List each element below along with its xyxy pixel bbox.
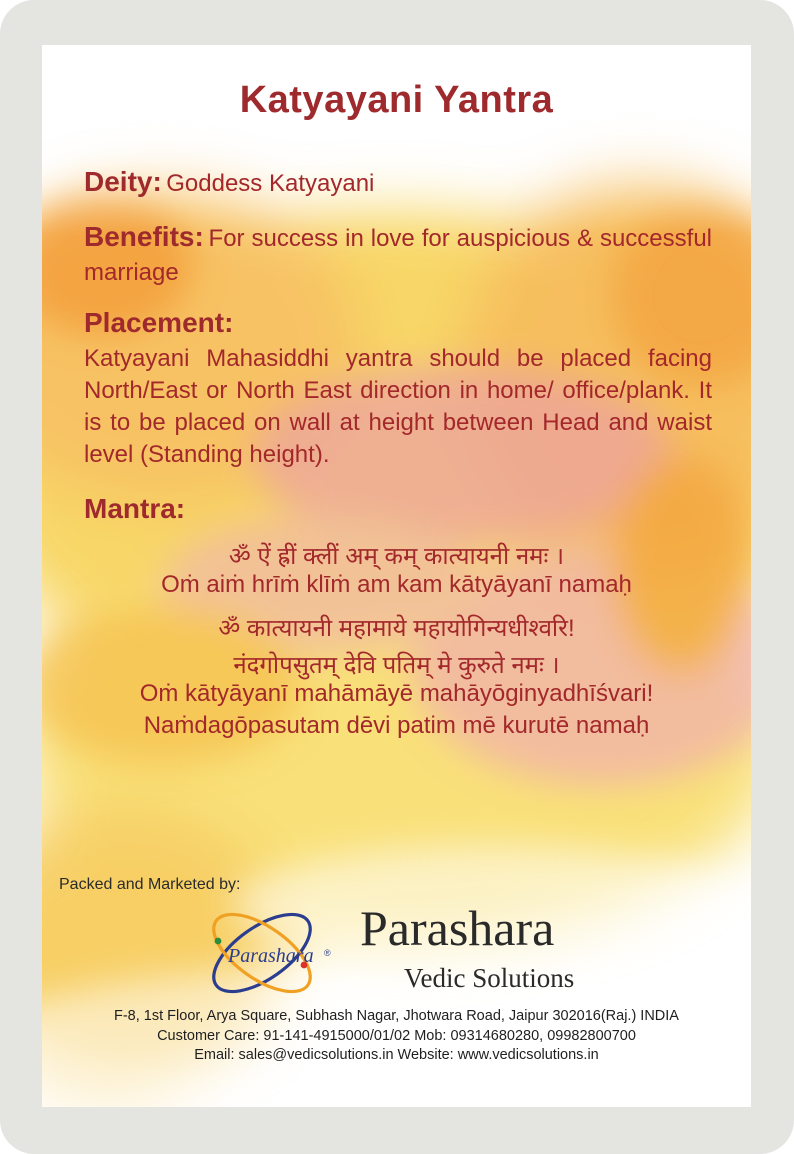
deity-label: Deity:	[84, 166, 162, 197]
mantra-line: Oṁ aiṁ hrīṁ klīṁ am kam kātyāyanī namaḥ	[161, 571, 632, 598]
deity-section	[84, 166, 714, 198]
mantra-line: Oṁ kātyāyanī mahāmāyē mahāyōginyadhīśvari!	[139, 680, 654, 707]
benefits-label: Benefits:	[84, 221, 204, 252]
benefits-value: For success in love for auspicious & successful marriage	[84, 225, 712, 286]
logo-wordmark: Parashara	[228, 945, 314, 967]
address-line: F-8, 1st Floor, Arya Square, Subhash Nagar, Jhotwara Road, Jaipur 302016(Raj.) INDIA	[114, 1008, 679, 1024]
parashara-logo	[200, 907, 340, 999]
customer-care-line: Customer Care: 91-141-4915000/01/02 Mob: 09314680280, 09982800700	[157, 1028, 636, 1044]
yantra-info-card	[42, 45, 751, 1107]
card-content	[42, 45, 751, 1107]
packed-by-text: Packed and Marketed by:	[59, 876, 241, 893]
brand-tagline: Vedic Solutions	[404, 963, 575, 993]
mantra-line: ॐ कात्यायनी महामाये महायोगिन्यधीश्वरि!	[218, 615, 575, 642]
deity-value: Goddess Katyayani	[166, 170, 375, 197]
mantra-label: Mantra:	[84, 493, 186, 524]
benefits-section	[84, 221, 712, 291]
mantra-line: Naṁdagōpasutam dēvi patim mē kurutē namaḥ	[143, 712, 650, 739]
contact-line: Email: sales@vedicsolutions.in Website: www.vedicsolutions.in	[194, 1047, 599, 1063]
registered-mark: ®	[324, 948, 331, 958]
mantra-line: नंदगोपसुतम् देवि पतिम् मे कुरुते नमः ।	[233, 652, 560, 679]
page-title: Katyayani Yantra	[239, 79, 554, 121]
placement-text: Katyayani Mahasiddhi yantra should be placed facing North/East or North East direction in home/ office/plank. It is to be placed on wall at height between Head and waist level (Standing height).	[84, 345, 712, 468]
brand-name: Parashara	[360, 900, 555, 956]
placement-label: Placement:	[84, 307, 234, 338]
mantra-line: ॐ ऐं ह्रीं क्लीं अम् कम् कात्यायनी नमः ।	[228, 543, 565, 570]
